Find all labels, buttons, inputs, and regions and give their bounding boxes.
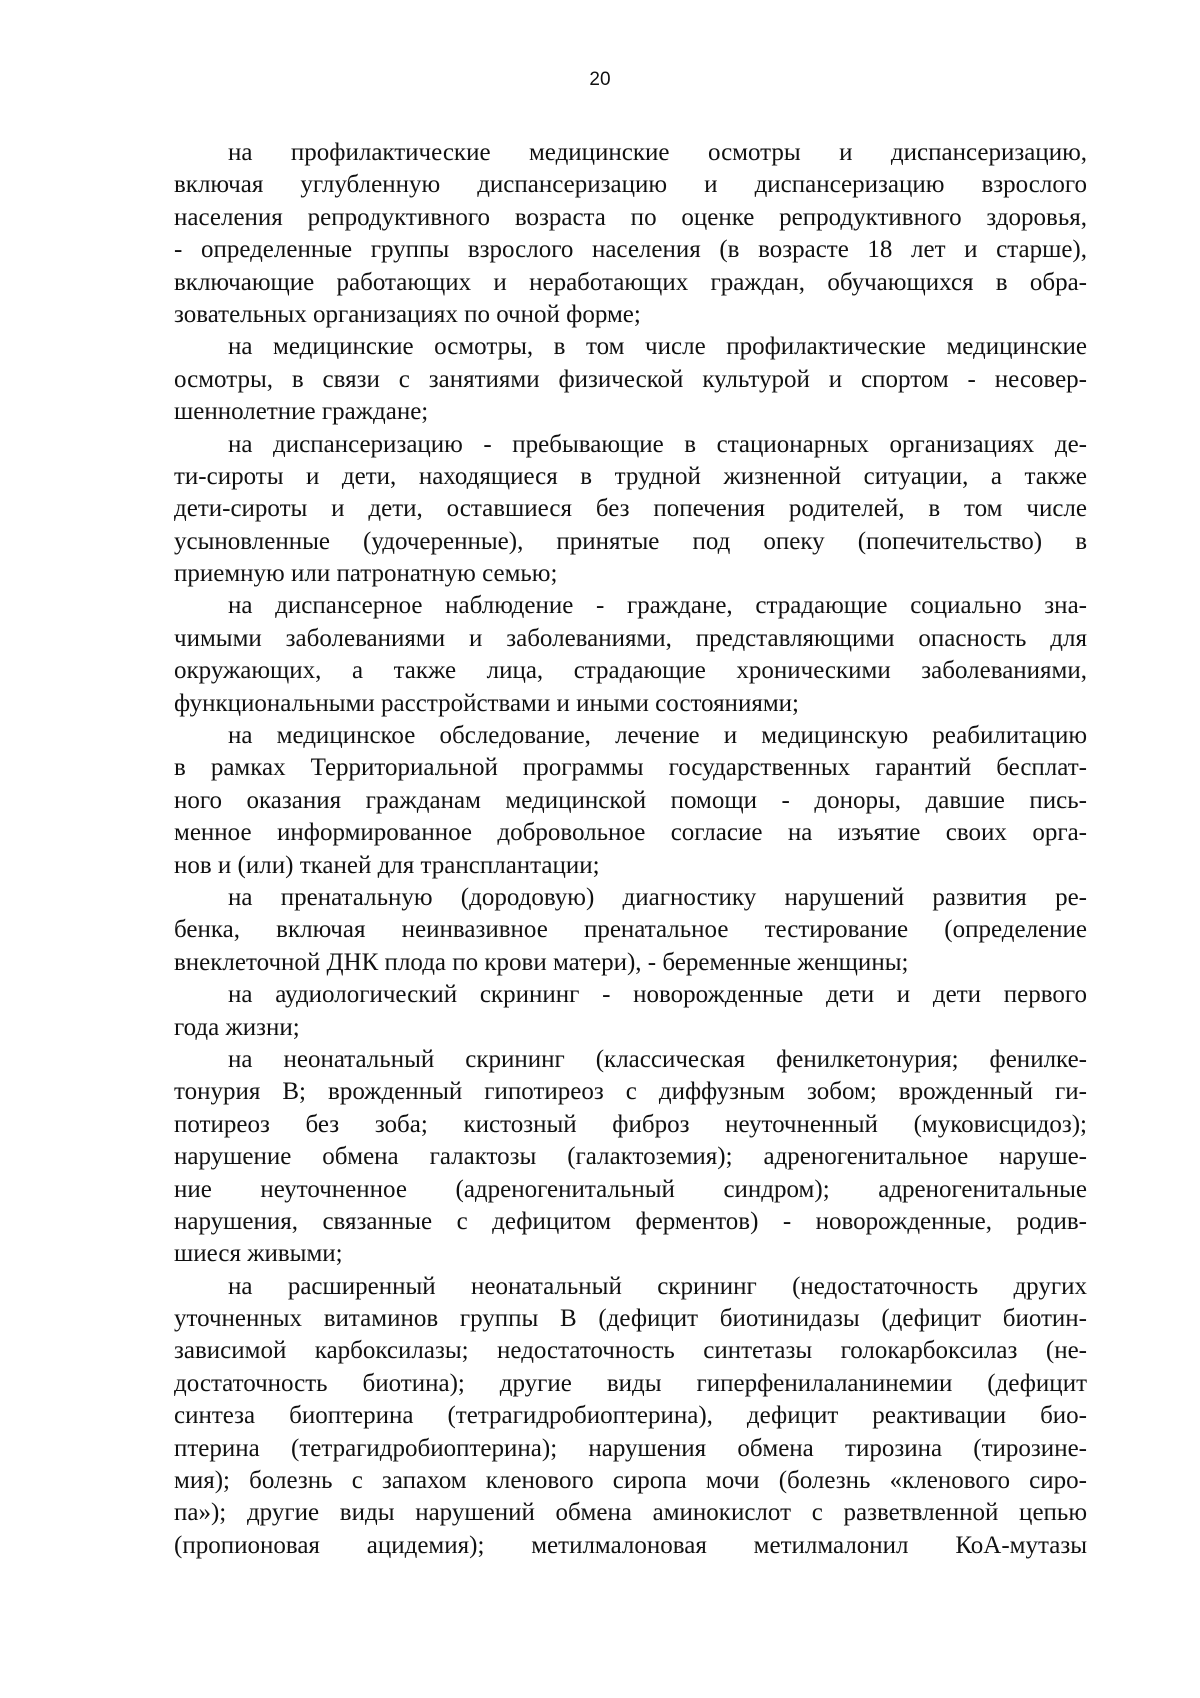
text-line: функциональными расстройствами и иными состояниями; <box>174 689 799 717</box>
text-line: менное информированное добровольное согласие на изъятие своих орга- <box>174 819 1087 847</box>
text-line: на медицинские осмотры, в том числе профилактические медицинские <box>228 333 1087 361</box>
text-line: достаточность биотина); другие виды гиперфенилаланинемии (дефицит <box>174 1369 1087 1397</box>
text-line: потиреоз без зоба; кистозный фиброз неуточненный (муковисцидоз); <box>174 1110 1087 1138</box>
text-line: чимыми заболеваниями и заболеваниями, представляющими опасность для <box>174 624 1087 652</box>
paragraph <box>174 882 1087 979</box>
text-line: включающие работающих и неработающих граждан, обучающихся в обра- <box>174 268 1087 296</box>
text-line: на аудиологический скрининг - новорожденные дети и дети первого <box>228 981 1087 1009</box>
paragraph <box>174 590 1087 720</box>
text-line: уточненных витаминов группы В (дефицит биотинидазы (дефицит биотин- <box>174 1305 1087 1333</box>
text-line: шеннолетние граждане; <box>174 398 429 426</box>
text-line: на профилактические медицинские осмотры и диспансеризацию, <box>228 139 1087 166</box>
text-line: года жизни; <box>174 1013 300 1041</box>
text-line: ти-сироты и дети, находящиеся в трудной жизненной ситуации, а также <box>174 462 1087 490</box>
text-line: ние неуточненное (адреногенитальный синдром); адреногенитальные <box>174 1175 1087 1203</box>
text-line: синтеза биоптерина (тетрагидробиоптерина), дефицит реактивации био- <box>174 1402 1087 1430</box>
text-line: в рамках Территориальной программы государственных гарантий бесплат- <box>174 754 1087 782</box>
paragraph <box>174 1044 1087 1271</box>
text-line: на расширенный неонатальный скрининг (недостаточность других <box>228 1272 1087 1300</box>
text-line: ного оказания гражданам медицинской помощи - доноры, давшие пись- <box>174 786 1087 814</box>
document-body <box>174 137 1087 1562</box>
text-line: зависимой карбоксилазы; недостаточность синтетазы голокарбоксилаз (не- <box>174 1337 1087 1365</box>
text-line: зовательных организациях по очной форме; <box>174 300 641 328</box>
text-line: внеклеточной ДНК плода по крови матери), - беременные женщины; <box>174 948 909 976</box>
text-line: птерина (тетрагидробиоптерина); нарушения обмена тирозина (тирозине- <box>174 1434 1087 1462</box>
text-line: на неонатальный скрининг (классическая фенилкетонурия; фенилке- <box>228 1045 1087 1073</box>
text-line: на пренатальную (дородовую) диагностику нарушений развития ре- <box>228 883 1087 911</box>
paragraph <box>174 137 1087 331</box>
text-line: населения репродуктивного возраста по оценке репродуктивного здоровья, <box>174 203 1087 231</box>
text-line: дети-сироты и дети, оставшиеся без попечения родителей, в том числе <box>174 495 1087 523</box>
text-line: нарушения, связанные с дефицитом ферментов) - новорожденные, родив- <box>174 1207 1087 1235</box>
paragraph <box>174 429 1087 591</box>
text-line: нов и (или) тканей для трансплантации; <box>174 851 600 879</box>
text-line: окружающих, а также лица, страдающие хроническими заболеваниями, <box>174 657 1087 685</box>
text-line: нарушение обмена галактозы (галактоземия); адреногенитальное наруше- <box>174 1143 1087 1171</box>
text-line: (пропионовая ацидемия); метилмалоновая метилмалонил КоА-мутазы <box>174 1531 1087 1559</box>
text-line: па»); другие виды нарушений обмена аминокислот с разветвленной цепью <box>174 1499 1087 1527</box>
paragraph <box>174 331 1087 428</box>
text-line: бенка, включая неинвазивное пренатальное тестирование (определение <box>174 916 1087 944</box>
text-line: на диспансерное наблюдение - граждане, страдающие социально зна- <box>228 592 1087 620</box>
text-line: тонурия В; врожденный гипотиреоз с диффузным зобом; врожденный ги- <box>174 1078 1087 1106</box>
text-line: - определенные группы взрослого населения (в возрасте 18 лет и старше), <box>174 236 1087 264</box>
paragraph <box>174 979 1087 1044</box>
text-line: усыновленные (удочеренные), принятые под опеку (попечительство) в <box>174 527 1087 555</box>
text-line: на медицинское обследование, лечение и медицинскую реабилитацию <box>228 722 1087 750</box>
text-line: приемную или патронатную семью; <box>174 560 558 588</box>
paragraph <box>174 720 1087 882</box>
text-line: на диспансеризацию - пребывающие в стационарных организациях де- <box>228 430 1087 458</box>
text-line: шиеся живыми; <box>174 1240 343 1268</box>
text-line: включая углубленную диспансеризацию и диспансеризацию взрослого <box>174 171 1087 199</box>
page-number: 20 <box>589 69 611 90</box>
text-line: мия); болезнь с запахом кленового сиропа мочи (болезнь «кленового сиро- <box>174 1467 1087 1495</box>
paragraph <box>174 1271 1087 1563</box>
text-line: осмотры, в связи с занятиями физической культурой и спортом - несовер- <box>174 365 1087 393</box>
